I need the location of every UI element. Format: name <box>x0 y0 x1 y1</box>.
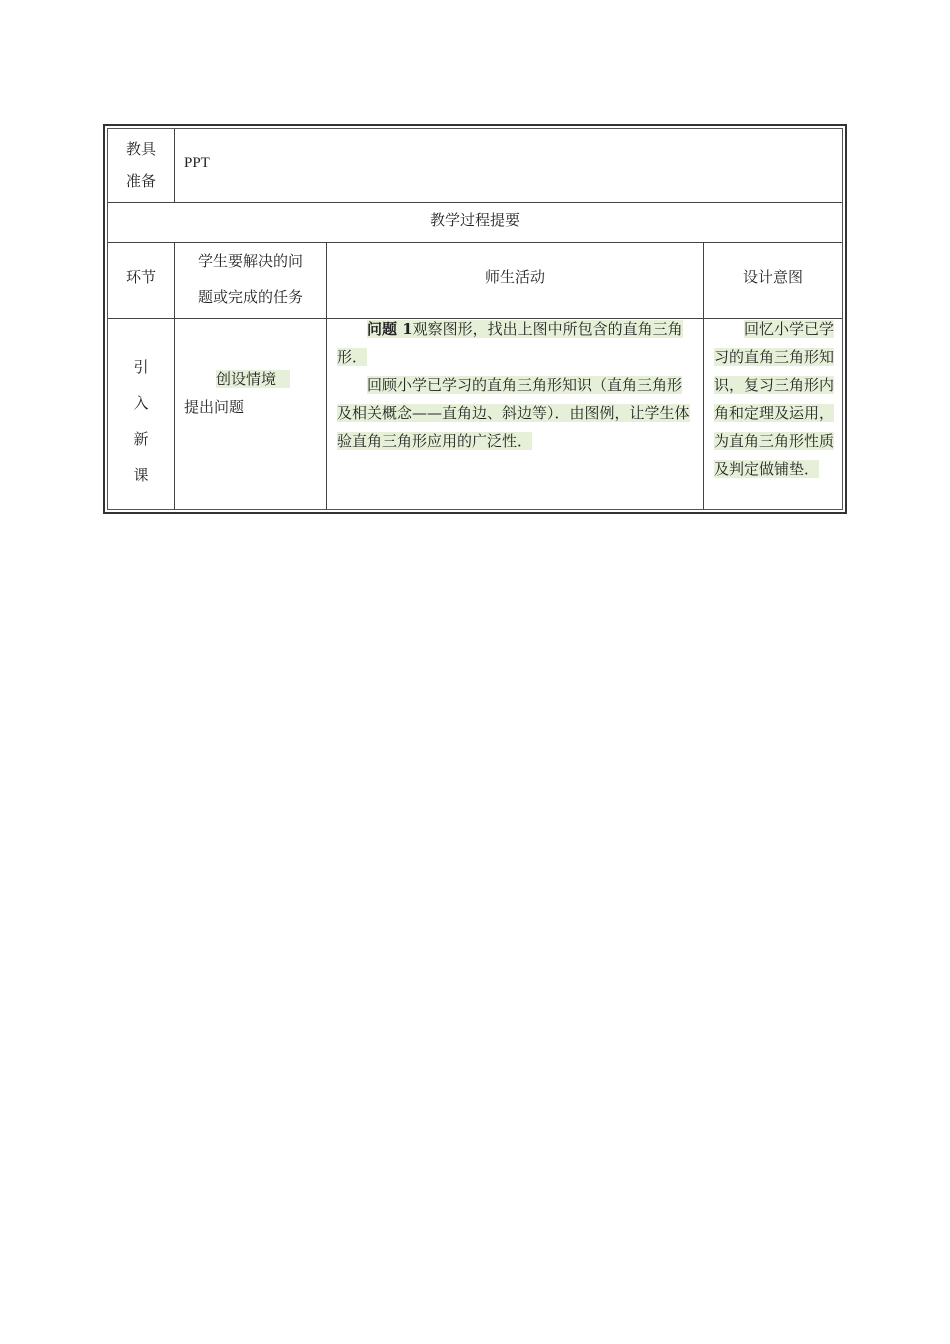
row-divider-prep <box>108 202 842 203</box>
task-line2: 提出问题 <box>184 398 245 416</box>
activity-question-label: 问题 1 <box>367 320 413 338</box>
prep-value: PPT <box>184 155 210 171</box>
header-activity: 师生活动 <box>484 268 545 286</box>
stage-vertical-text <box>108 349 174 493</box>
section-title: 教学过程提要 <box>429 211 520 229</box>
stage-char: 入 <box>133 394 149 412</box>
activity-question <box>337 315 693 371</box>
stage-char: 新 <box>133 430 149 448</box>
intent-text: 回忆小学已学习的直角三角形知识，复习三角形内角和定理及运用，为直角三角形性质及判定做铺垫． <box>714 320 835 478</box>
header-intent: 设计意图 <box>742 268 803 286</box>
col-divider-prep <box>174 129 175 202</box>
activity-question-text: 观察图形，找出上图中所包含的直角三角形． <box>337 320 683 366</box>
lesson-plan-table <box>103 124 847 514</box>
header-task-line2: 题或完成的任务 <box>197 288 303 306</box>
prep-label-line2: 准备 <box>125 172 156 190</box>
task-line1: 创设情境 <box>216 370 290 388</box>
activity-paragraph <box>337 371 693 455</box>
header-stage: 环节 <box>125 268 156 286</box>
header-task <box>175 243 326 315</box>
prep-label-line1: 教具 <box>125 140 156 158</box>
task-cell <box>184 365 319 421</box>
stage-char: 课 <box>133 466 149 484</box>
stage-char: 引 <box>133 358 149 376</box>
activity-cell <box>337 315 693 455</box>
prep-label <box>108 131 174 201</box>
header-task-line1: 学生要解决的问 <box>197 252 303 270</box>
table-inner-border <box>107 128 843 510</box>
intent-cell <box>714 315 838 483</box>
activity-paragraph-text: 回顾小学已学习的直角三角形知识（直角三角形及相关概念——直角边、斜边等）．由图例，让学生体验直角三角形应用的广泛性． <box>337 376 690 450</box>
